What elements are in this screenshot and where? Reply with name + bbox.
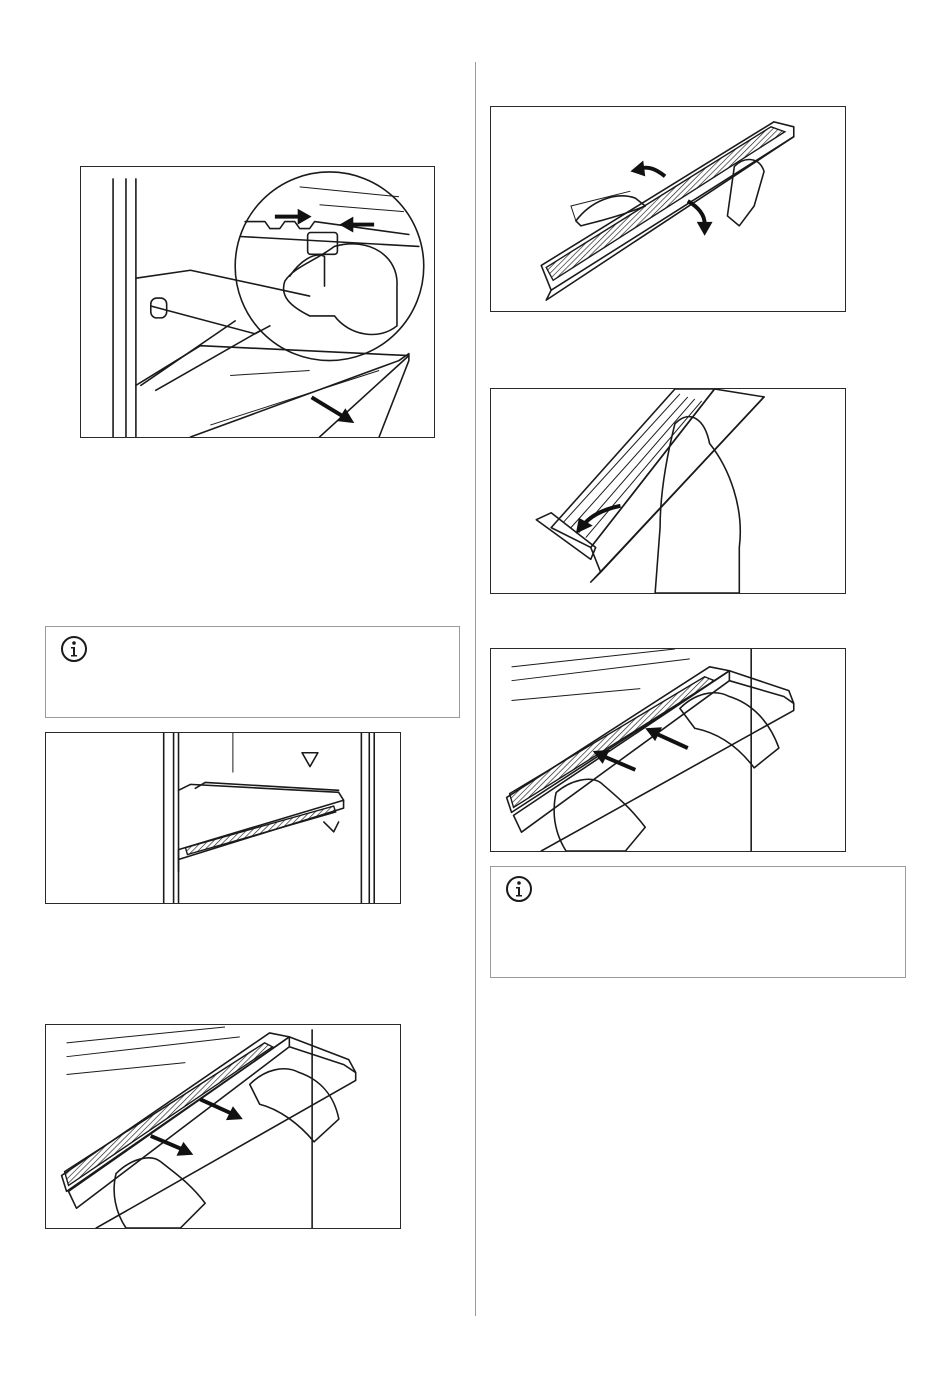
illustration-filter-tilt	[491, 107, 845, 311]
illustration-filter-install	[491, 649, 845, 851]
column-divider	[475, 62, 476, 1316]
illustration-filter-open	[491, 389, 845, 593]
note-box-left	[45, 626, 460, 718]
figure-filter-open	[490, 388, 846, 594]
figure-glass-shelf	[45, 732, 401, 904]
info-icon	[60, 635, 88, 663]
figure-filter-install	[490, 648, 846, 852]
note-box-right	[490, 866, 906, 978]
triangle-down-icon	[302, 753, 318, 767]
figure-shelf-release	[80, 166, 435, 438]
figure-filter-tilt	[490, 106, 846, 312]
figure-drawer-cover-remove	[45, 1024, 401, 1229]
info-icon	[505, 875, 533, 903]
illustration-drawer-cover-remove	[46, 1025, 400, 1228]
illustration-shelf-release	[81, 167, 434, 437]
illustration-glass-shelf	[46, 733, 400, 903]
